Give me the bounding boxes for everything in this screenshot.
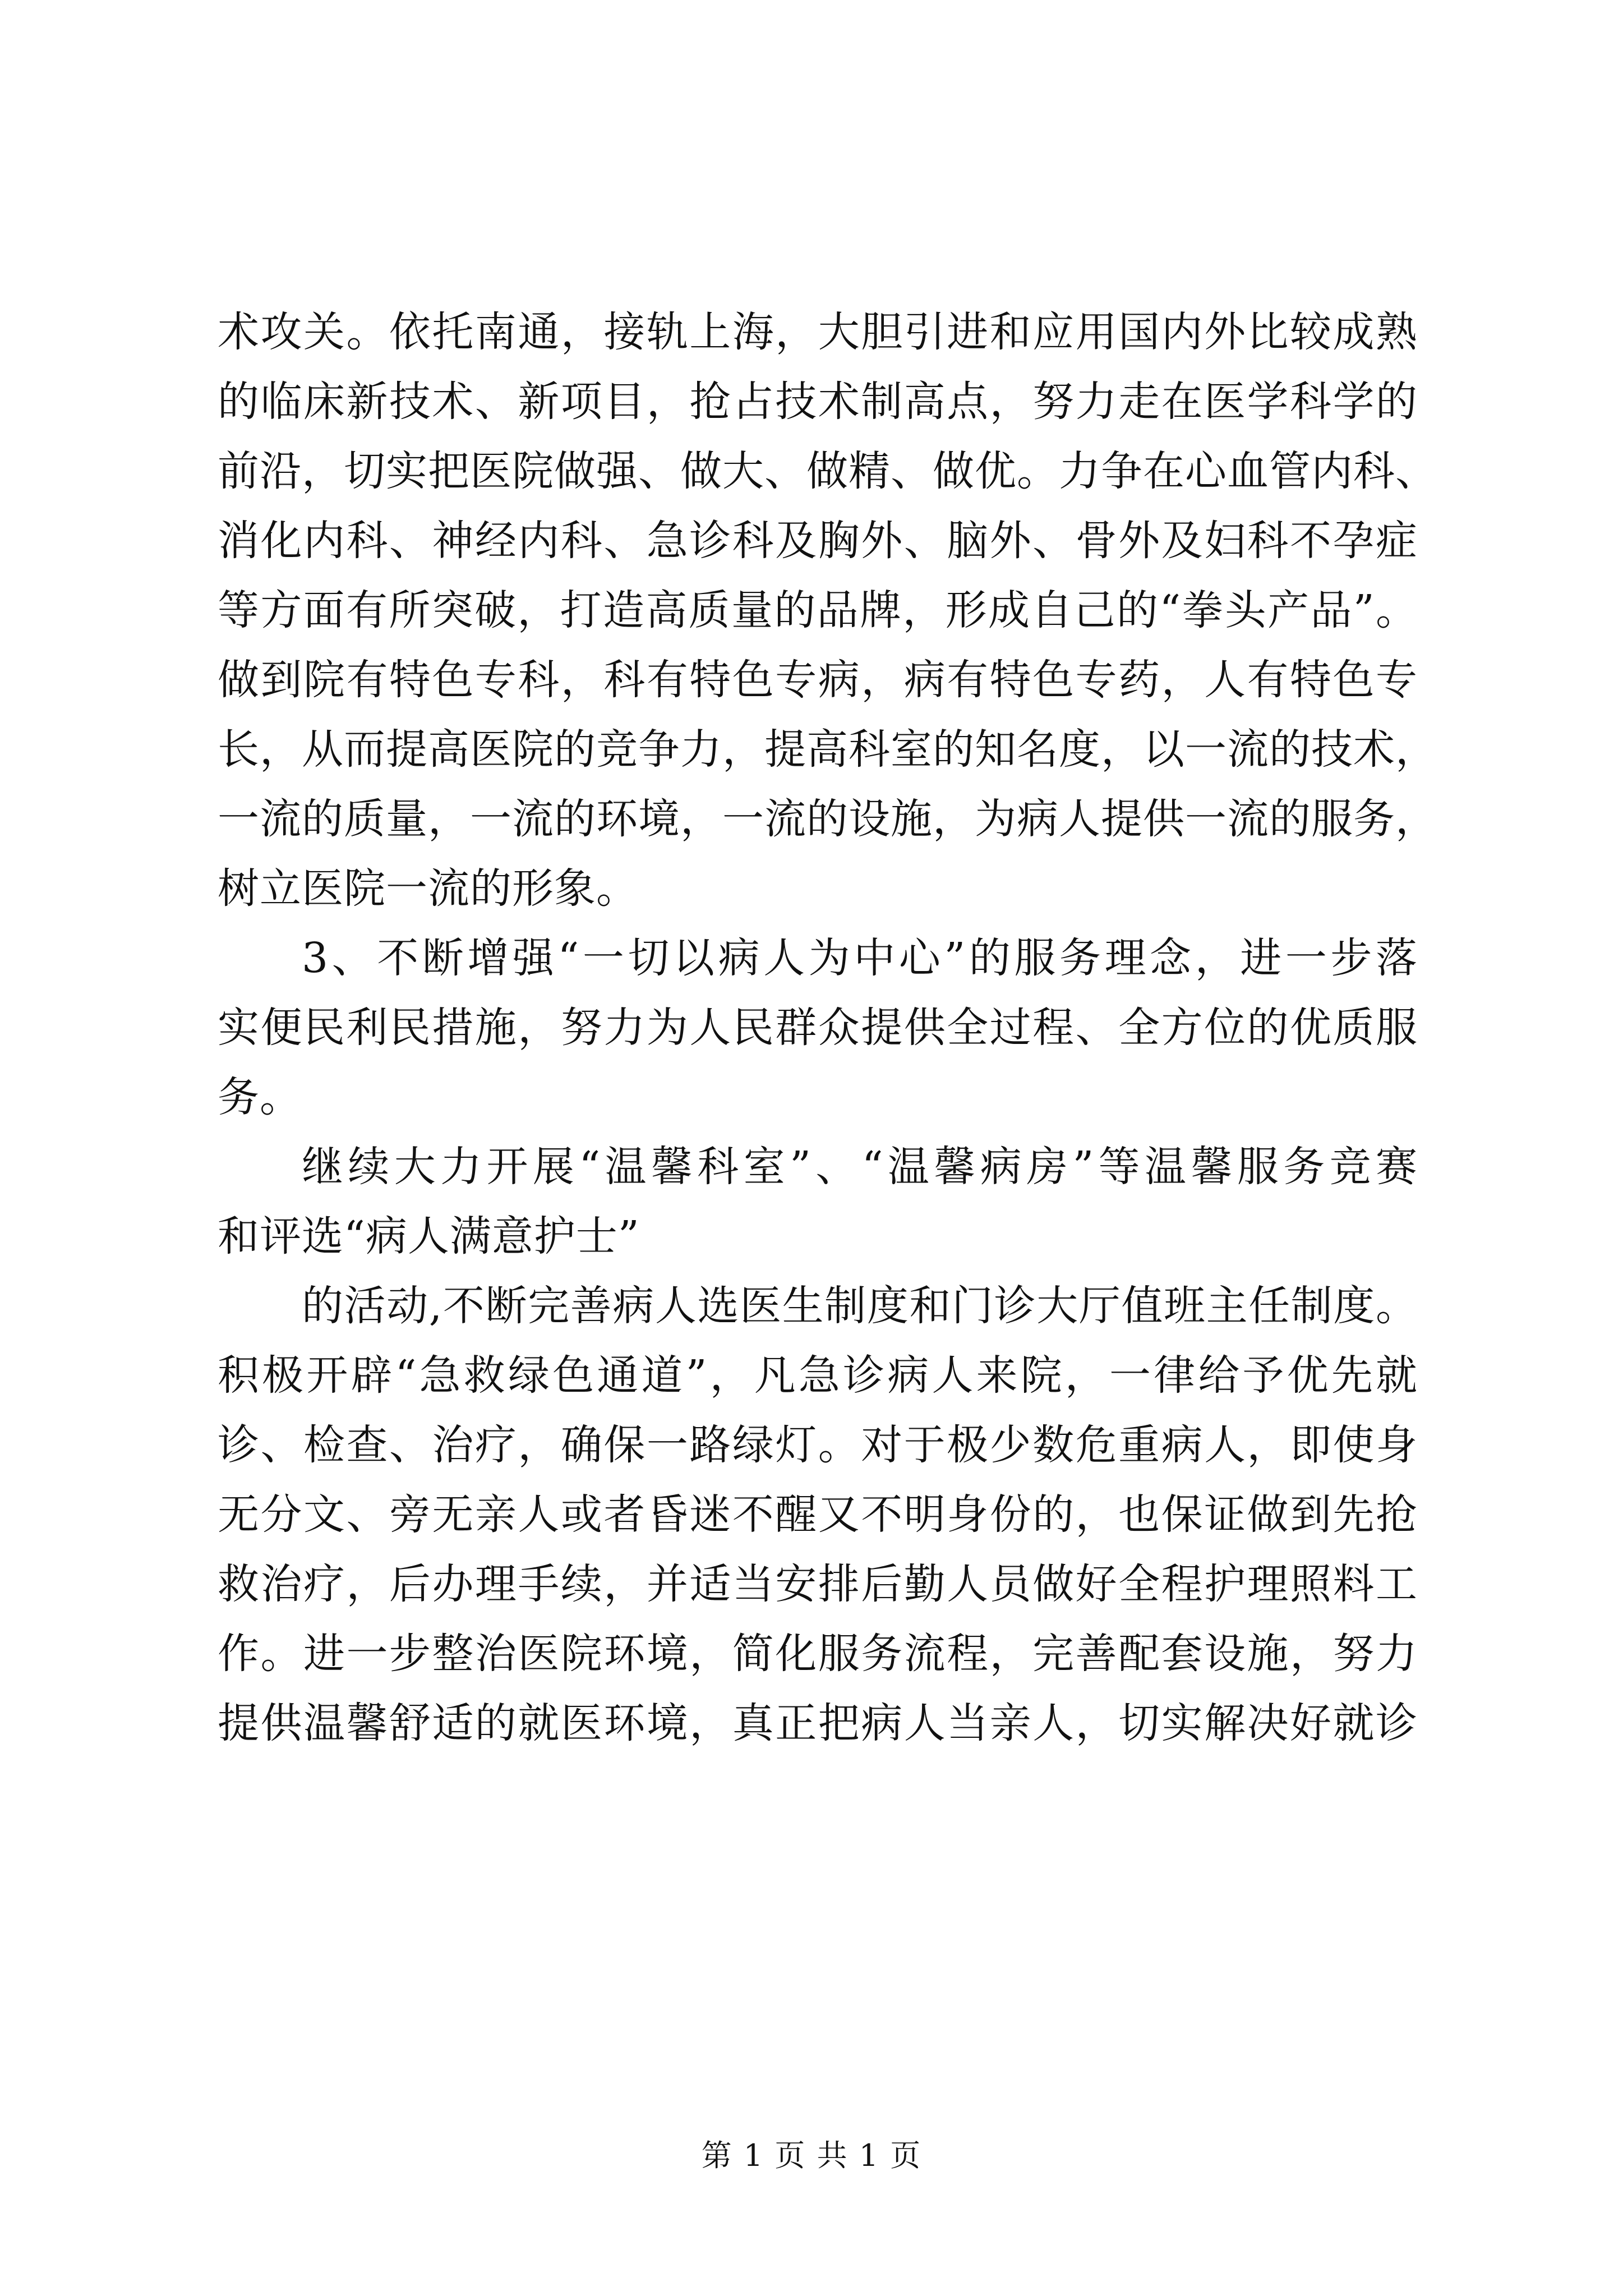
paragraph-start-line: 的活动,不断完善病人选医生制度和门诊大厅值班主任制度。 (302, 1282, 1418, 1330)
text-line: 积极开辟“急救绿色通道”，凡急诊病人来院，一律给予优先就 (218, 1351, 1418, 1400)
text-line: 树立医院一流的形象。 (218, 864, 638, 913)
text-line: 等方面有所突破，打造高质量的品牌，形成自己的“拳头产品”。 (218, 586, 1418, 634)
paragraph-start-line: 继续大力开展“温馨科室”、“温馨病房”等温馨服务竞赛 (302, 1143, 1418, 1191)
text-line: 和评选“病人满意护士” (218, 1212, 640, 1260)
text-line: 一流的质量，一流的环境，一流的设施，为病人提供一流的服务， (218, 795, 1437, 843)
text-line: 的临床新技术、新项目，抢占技术制高点，努力走在医学科学的 (218, 378, 1418, 426)
document-body (218, 297, 1437, 1758)
text-line: 无分文、旁无亲人或者昏迷不醒又不明身份的，也保证做到先抢 (218, 1490, 1418, 1539)
text-line: 诊、检查、治疗，确保一路绿灯。对于极少数危重病人，即使身 (218, 1421, 1418, 1469)
text-line: 前沿，切实把医院做强、做大、做精、做优。力争在心血管内科、 (218, 447, 1437, 495)
text-line: 术攻关。依托南通，接轨上海，大胆引进和应用国内外比较成熟 (218, 308, 1418, 356)
text-line: 作。进一步整治医院环境，简化服务流程，完善配套设施，努力 (218, 1630, 1418, 1678)
text-line: 救治疗，后办理手续，并适当安排后勤人员做好全程护理照料工 (218, 1560, 1418, 1608)
paragraph-start-line: 3、不断增强“一切以病人为中心”的服务理念，进一步落 (302, 934, 1418, 982)
text-line: 做到院有特色专科，科有特色专病，病有特色专药，人有特色专 (218, 656, 1418, 704)
text-line: 消化内科、神经内科、急诊科及胸外、脑外、骨外及妇科不孕症 (218, 517, 1418, 565)
text-line: 长，从而提高医院的竞争力，提高科室的知名度，以一流的技术， (218, 725, 1437, 774)
text-line: 实便民利民措施，努力为人民群众提供全过程、全方位的优质服 (218, 1004, 1418, 1052)
page-number-footer: 第 1 页 共 1 页 (701, 2138, 922, 2173)
text-line: 提供温馨舒适的就医环境，真正把病人当亲人，切实解决好就诊 (218, 1699, 1418, 1747)
text-line: 务。 (218, 1073, 302, 1121)
